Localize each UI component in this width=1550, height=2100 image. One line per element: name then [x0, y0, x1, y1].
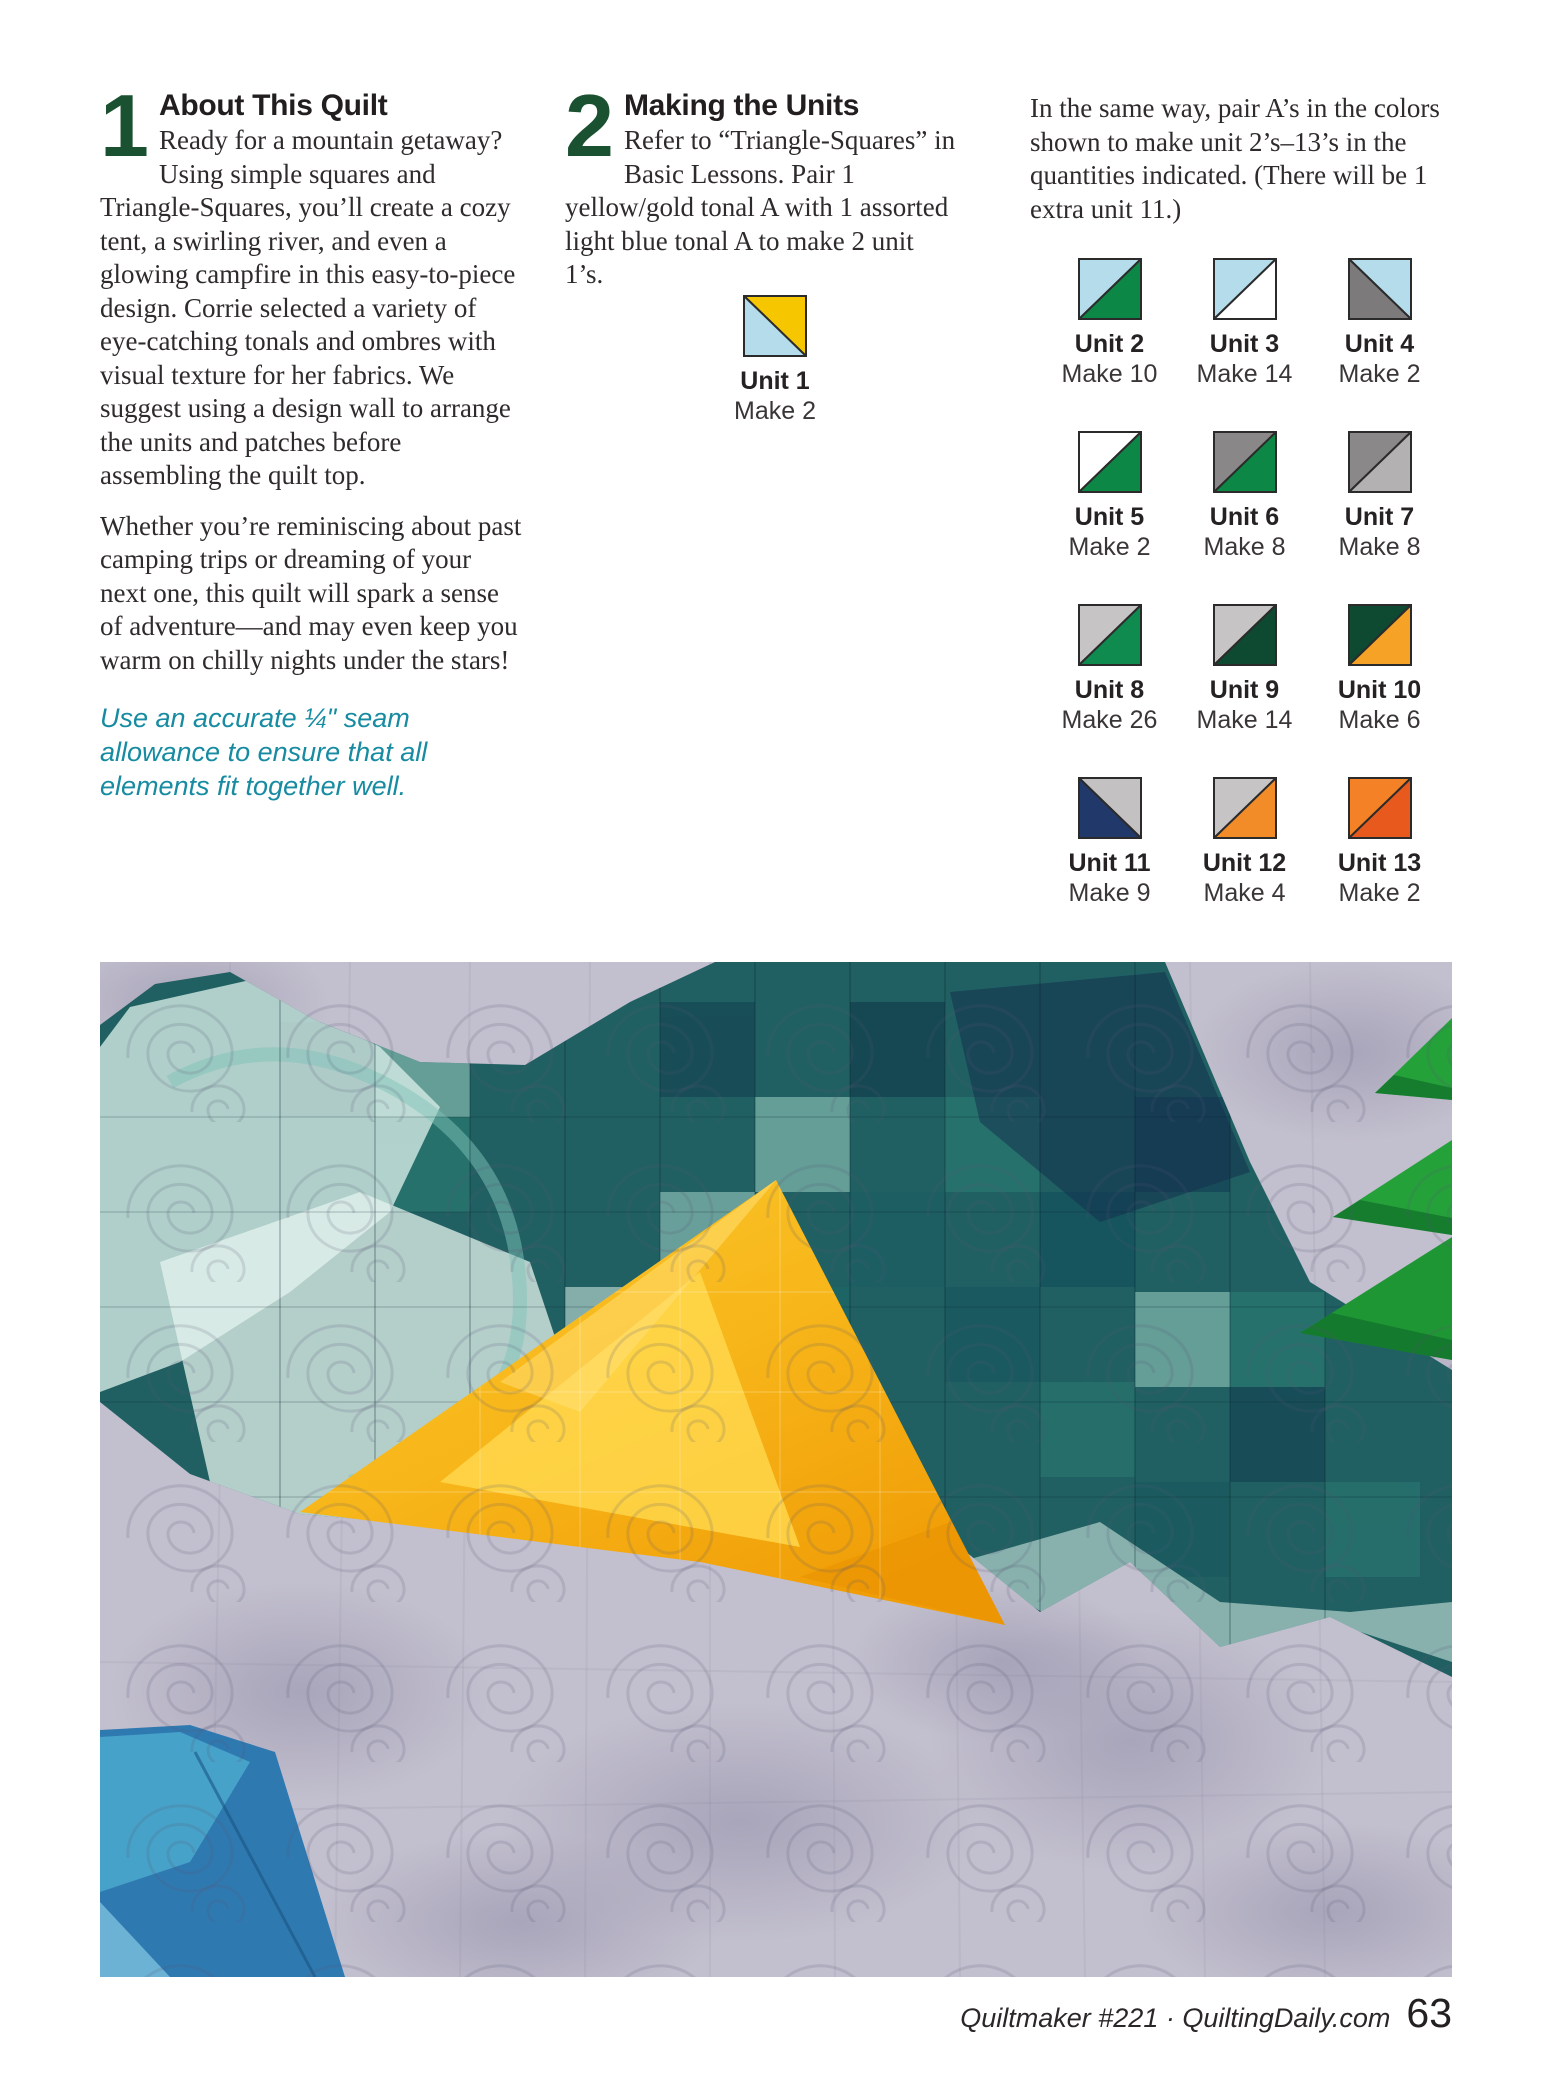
triangle-square-icon [1348, 604, 1412, 666]
unit-label: Unit 2 [1074, 330, 1145, 358]
unit-diagram-10 [1312, 604, 1447, 777]
unit-label: Unit 5 [1074, 503, 1145, 531]
quilt-photo-illustration [100, 962, 1452, 1977]
unit-diagram-3 [1177, 258, 1312, 431]
unit-label: Unit 11 [1068, 849, 1151, 877]
section-title-making: Making the Units [623, 89, 860, 122]
unit-label: Unit 10 [1337, 676, 1422, 704]
triangle-square-icon [1348, 258, 1412, 320]
triangle-square-icon [743, 295, 807, 357]
unit-make-count: Make 8 [1338, 533, 1421, 561]
step-number-1: 1 [100, 76, 149, 175]
unit-make-count: Make 6 [1338, 706, 1421, 734]
unit-diagram-9 [1177, 604, 1312, 777]
section-making-the-units [565, 76, 957, 309]
page-number: 63 [1406, 1990, 1452, 2036]
triangle-square-icon [1078, 604, 1142, 666]
unit-label: Unit 4 [1344, 330, 1415, 358]
unit-label: Unit 6 [1209, 503, 1280, 531]
unit-diagram-1 [695, 295, 855, 468]
quilt-photo [100, 962, 1452, 1977]
triangle-square-icon [1213, 258, 1277, 320]
units-grid [1042, 258, 1447, 950]
triangle-square-icon [1213, 777, 1277, 839]
unit-diagram-11 [1042, 777, 1177, 950]
unit-diagram-4 [1312, 258, 1447, 431]
section-title-about: About This Quilt [158, 89, 388, 122]
unit-label: Unit 9 [1209, 676, 1280, 704]
magazine-credit: Quiltmaker #221 · QuiltingDaily.com [960, 2003, 1391, 2033]
triangle-square-icon [1213, 604, 1277, 666]
triangle-square-icon [1348, 431, 1412, 493]
unit-label: Unit 12 [1202, 849, 1287, 877]
triangle-square-icon [1348, 777, 1412, 839]
unit-diagram-7 [1312, 431, 1447, 604]
triangle-square-icon [1078, 777, 1142, 839]
unit-make-count: Make 2 [1338, 360, 1421, 388]
triangle-square-icon [1213, 431, 1277, 493]
unit-make-count: Make 4 [1203, 879, 1286, 907]
unit-label: Unit 8 [1074, 676, 1145, 704]
unit-diagram-6 [1177, 431, 1312, 604]
unit-make-count: Make 10 [1061, 360, 1158, 388]
triangle-square-icon [1078, 258, 1142, 320]
unit-make-count: Make 9 [1068, 879, 1151, 907]
unit-make-count: Make 2 [1068, 533, 1151, 561]
about-paragraph-1: Ready for a mountain getaway? Using simple squares and Triangle-Squares, you’ll create a cozy tent, a swirling river, and even a glowing campfire in this easy-to-piece design. Corrie selected a variety of eye-catching tonals and ombres with visual texture for her fabrics. We suggest using a design wall to arrange the units and patches before assembling the quilt top. [100, 125, 516, 490]
unit-make-count: Make 26 [1061, 706, 1158, 734]
unit-make-count: Make 14 [1196, 706, 1293, 734]
unit-make-count: Make 2 [1338, 879, 1421, 907]
unit-1-diagram-slot [695, 295, 855, 468]
unit-make-count: Make 2 [734, 397, 816, 425]
unit-diagram-13 [1312, 777, 1447, 950]
unit-make-count: Make 14 [1196, 360, 1293, 388]
unit-diagram-8 [1042, 604, 1177, 777]
step-number-2: 2 [565, 76, 614, 175]
seam-allowance-tip: Use an accurate ¼" seam allowance to ensure that all elements fit together well. [100, 703, 428, 801]
page-footer [960, 1990, 1452, 2037]
unit-make-count: Make 8 [1203, 533, 1286, 561]
unit-label: Unit 1 [740, 367, 810, 395]
unit-label: Unit 13 [1337, 849, 1422, 877]
triangle-square-icon [1078, 431, 1142, 493]
unit-diagram-12 [1177, 777, 1312, 950]
unit-label: Unit 7 [1344, 503, 1415, 531]
about-paragraph-2: Whether you’re reminiscing about past camping trips or dreaming of your next one, this quilt will spark a sense of adventure—and may even keep you warm on chilly nights under the stars! [100, 510, 522, 675]
unit-diagram-5 [1042, 431, 1177, 604]
making-paragraph: Refer to “Triangle-Squares” in Basic Lessons. Pair 1 yellow/gold tonal A with 1 assorted light blue tonal A to make 2 unit 1’s. [565, 125, 956, 289]
unit-diagram-2 [1042, 258, 1177, 431]
section-about-this-quilt [100, 76, 524, 803]
unit-label: Unit 3 [1209, 330, 1280, 358]
pairing-paragraph: In the same way, pair A’s in the colors shown to make unit 2’s–13’s in the quantities indicated. (There will be 1 extra unit 11.) [1030, 93, 1440, 224]
section-pairing [1030, 92, 1440, 243]
